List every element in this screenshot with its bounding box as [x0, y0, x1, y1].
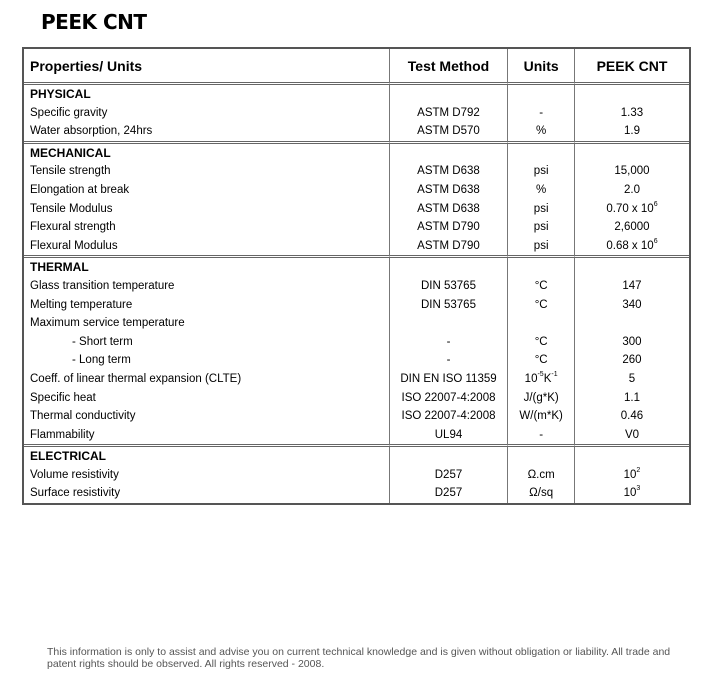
property-value [575, 218, 689, 237]
spacer [390, 447, 508, 466]
property-name: - Short term [72, 335, 133, 348]
property-value [575, 370, 689, 389]
property-name: Flexural Modulus [30, 239, 118, 252]
unit [508, 351, 574, 370]
value-text: 2.0 [623, 183, 640, 196]
unit-tail-exponent: -1 [551, 370, 558, 378]
test-method: - [446, 354, 451, 367]
test-method: ASTM D570 [417, 125, 480, 138]
method-column [390, 447, 509, 503]
property-value [575, 333, 689, 352]
property-value [575, 407, 689, 426]
unit [508, 407, 574, 426]
property-value [575, 466, 689, 485]
unit-text: % [536, 183, 547, 196]
property-value [575, 104, 689, 123]
property-name: Thermal conductivity [30, 410, 136, 423]
property-column [24, 85, 390, 144]
spacer [575, 144, 689, 163]
properties-table [22, 47, 691, 505]
unit-text: 10 [524, 372, 538, 385]
unit-text: % [536, 125, 547, 138]
property-value [575, 122, 689, 141]
property-value [575, 237, 689, 256]
property-column [24, 447, 390, 503]
value-text: 2,6000 [614, 221, 650, 234]
value-exponent: 6 [653, 237, 658, 245]
section-heading: PHYSICAL [30, 87, 91, 101]
value-text: 10 [623, 468, 637, 481]
value-text: 1.1 [623, 391, 640, 404]
value-column [575, 144, 689, 259]
unit-text: Ω/sq [529, 487, 554, 500]
unit-column [508, 144, 575, 259]
property-name: Elongation at break [30, 183, 130, 196]
unit [508, 122, 574, 141]
unit-tail: K [543, 372, 552, 385]
value-exponent: 2 [636, 466, 641, 474]
value-column [575, 258, 689, 447]
property-name: Specific heat [30, 391, 96, 404]
test-method: ASTM D638 [417, 183, 480, 196]
spacer [575, 258, 689, 277]
property-name: Tensile strength [30, 165, 111, 178]
value-text: 5 [628, 372, 636, 385]
unit-column [508, 258, 575, 447]
value-text: 1.33 [620, 106, 644, 119]
test-method: - [446, 335, 451, 348]
test-method: ASTM D790 [417, 239, 480, 252]
table-header-row [24, 49, 689, 85]
property-column [24, 258, 390, 447]
spacer [390, 258, 508, 277]
section-mechanical [24, 144, 689, 259]
section-electrical [24, 447, 689, 503]
method-column [390, 258, 509, 447]
header-value: PEEK CNT [575, 49, 689, 85]
value-text: 0.70 x 10 [606, 202, 654, 215]
header-units: Units [508, 49, 575, 85]
unit [508, 277, 574, 296]
spacer [508, 258, 574, 277]
property-name: Volume resistivity [30, 468, 119, 481]
value-text: 260 [622, 354, 642, 367]
test-method [390, 314, 508, 333]
header-properties: Properties/ Units [24, 49, 390, 85]
property-name: Maximum service temperature [30, 317, 185, 330]
property-column [24, 144, 390, 259]
unit [508, 296, 574, 315]
unit-text: Ω.cm [527, 468, 555, 481]
value-exponent: 3 [636, 485, 641, 493]
value-text: 15,000 [614, 165, 650, 178]
method-column [390, 144, 509, 259]
section-thermal [24, 258, 689, 447]
property-value [575, 314, 689, 333]
value-exponent: 6 [653, 200, 658, 208]
section-physical [24, 85, 689, 144]
test-method: DIN 53765 [421, 279, 476, 292]
unit-text: psi [533, 239, 549, 252]
unit [508, 314, 574, 333]
header-test-method: Test Method [390, 49, 509, 85]
property-value [575, 200, 689, 219]
unit [508, 484, 574, 503]
unit-text: psi [533, 202, 549, 215]
property-value [575, 277, 689, 296]
unit [508, 181, 574, 200]
value-text: 0.68 x 10 [606, 239, 654, 252]
unit-text: °C [534, 279, 548, 292]
unit [508, 200, 574, 219]
value-text: 340 [622, 298, 642, 311]
unit-text: - [539, 106, 544, 119]
property-name: Melting temperature [30, 298, 133, 311]
unit-text: psi [533, 221, 549, 234]
property-value [575, 426, 689, 445]
property-name: Water absorption, 24hrs [30, 125, 153, 138]
test-method: ISO 22007-4:2008 [401, 410, 496, 423]
unit-text: °C [534, 354, 548, 367]
test-method: ASTM D638 [417, 202, 480, 215]
property-value [575, 351, 689, 370]
section-heading: MECHANICAL [30, 145, 111, 160]
unit-text: psi [533, 165, 549, 178]
test-method: ASTM D792 [417, 106, 480, 119]
unit-text: °C [534, 335, 548, 348]
value-text: 10 [623, 487, 637, 500]
unit [508, 218, 574, 237]
unit [508, 104, 574, 123]
value-text: 1.9 [623, 125, 640, 138]
test-method: D257 [434, 468, 463, 481]
test-method: UL94 [434, 428, 463, 441]
page-title: PEEK CNT [41, 10, 147, 34]
unit [508, 333, 574, 352]
property-name: Flexural strength [30, 221, 116, 234]
unit-exponent: -5 [537, 370, 544, 378]
spacer [390, 144, 508, 163]
spacer [508, 447, 574, 466]
spacer [575, 85, 689, 104]
unit [508, 466, 574, 485]
unit-text: - [539, 428, 544, 441]
value-text: 300 [622, 335, 642, 348]
disclaimer-footer: This information is only to assist and advise you on current technical knowledge and is given without obligation or liability. All trade and patent rights should be observed. All rights reserved - 2008. [47, 646, 671, 670]
unit [508, 370, 574, 389]
unit-text: J/(g*K) [523, 391, 559, 404]
property-name: Tensile Modulus [30, 202, 113, 215]
value-text: 147 [622, 279, 642, 292]
test-method: D257 [434, 487, 463, 500]
property-value [575, 181, 689, 200]
test-method: ISO 22007-4:2008 [401, 391, 496, 404]
property-name: Surface resistivity [30, 487, 121, 500]
property-value [575, 484, 689, 503]
method-column [390, 85, 509, 144]
unit-column [508, 85, 575, 144]
property-value [575, 162, 689, 181]
spacer [508, 144, 574, 163]
property-name: Flammability [30, 428, 95, 441]
unit [508, 426, 574, 445]
unit [508, 162, 574, 181]
section-heading: ELECTRICAL [30, 449, 106, 464]
unit [508, 237, 574, 256]
test-method: DIN 53765 [421, 298, 476, 311]
unit [508, 389, 574, 408]
unit-column [508, 447, 575, 503]
unit-text: W/(m*K) [519, 410, 563, 423]
test-method: ASTM D790 [417, 221, 480, 234]
test-method: DIN EN ISO 11359 [400, 372, 497, 385]
spacer [575, 447, 689, 466]
spacer [508, 85, 574, 104]
property-value [575, 296, 689, 315]
section-heading: THERMAL [30, 260, 89, 275]
value-column [575, 447, 689, 503]
property-name: Glass transition temperature [30, 279, 175, 292]
property-name: - Long term [72, 354, 131, 367]
spacer [390, 85, 508, 104]
property-value [575, 389, 689, 408]
test-method: ASTM D638 [417, 165, 480, 178]
value-text: V0 [624, 428, 640, 441]
property-name: Specific gravity [30, 106, 108, 119]
value-column [575, 85, 689, 144]
property-name: Coeff. of linear thermal expansion (CLTE) [30, 372, 242, 385]
unit-text: °C [534, 298, 548, 311]
value-text: 0.46 [620, 410, 644, 423]
